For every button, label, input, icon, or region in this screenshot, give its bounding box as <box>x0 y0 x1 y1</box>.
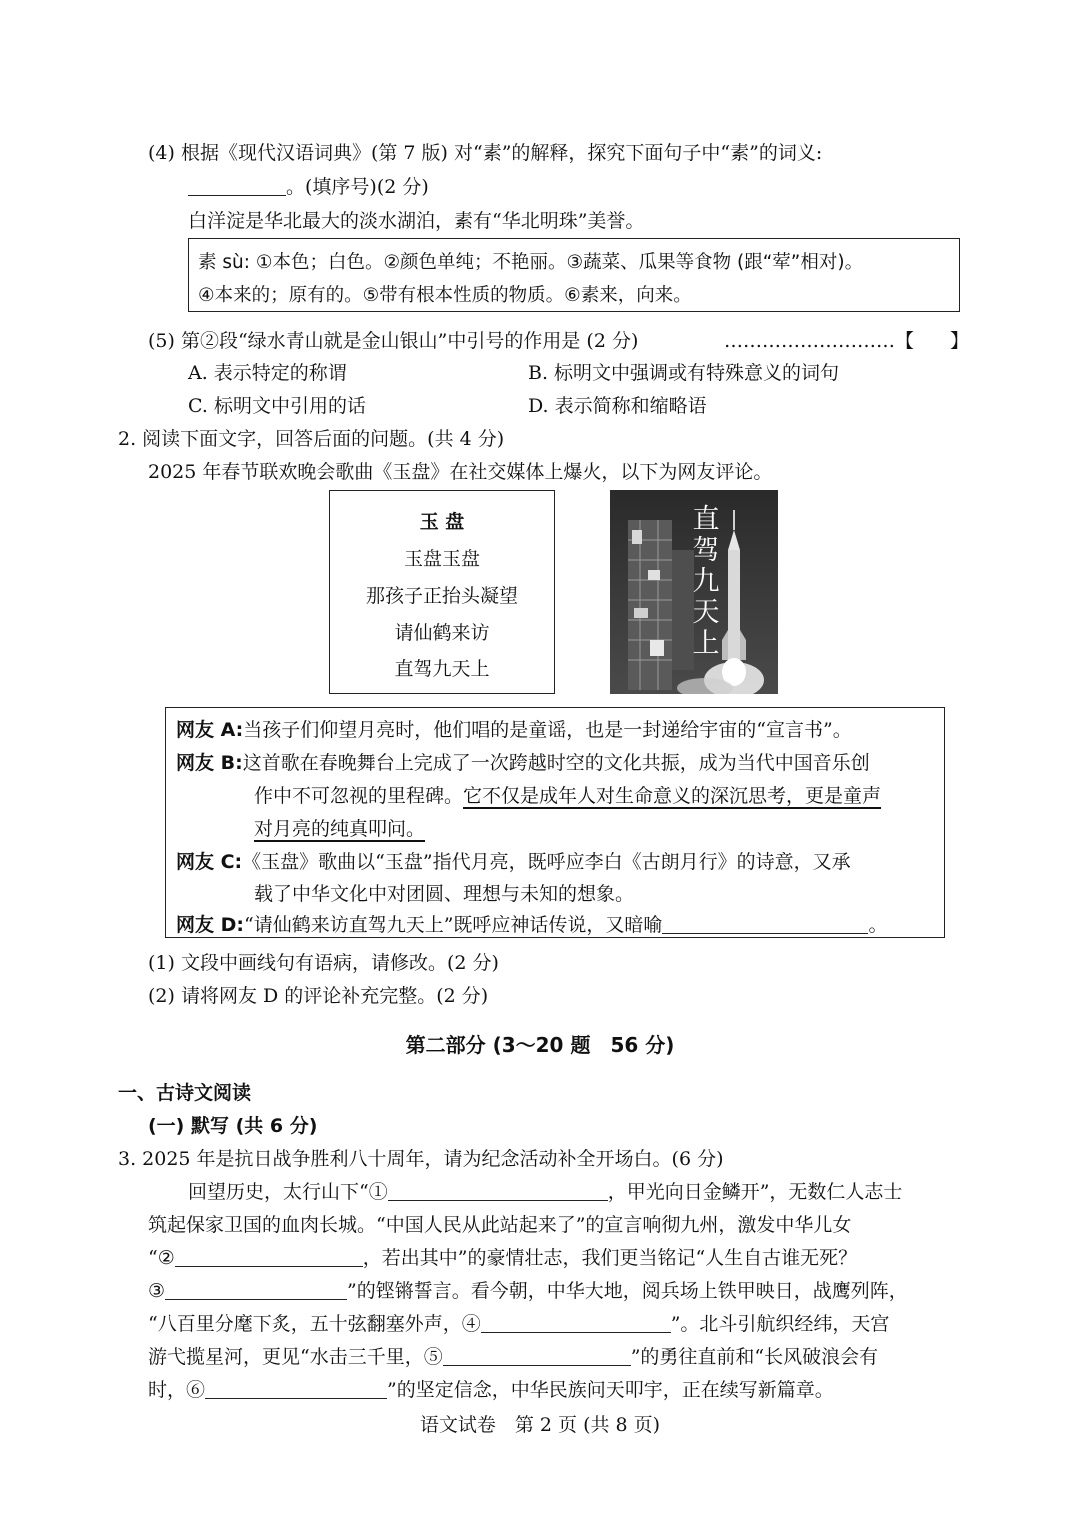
q3-text: 时，⑥ <box>148 1379 206 1401</box>
comment-b-label: 网友 B: <box>176 752 243 774</box>
q2-intro: 2025 年春节联欢晚会歌曲《玉盘》在社交媒体上爆火，以下为网友评论。 <box>148 461 773 483</box>
q3-text: ”的铿锵誓言。看今朝，中华大地，阅兵场上铁甲映日，战鹰列阵， <box>347 1280 908 1302</box>
comment-d-end: 。 <box>868 914 888 936</box>
comment-a-text: 当孩子们仰望月亮时，他们唱的是童谣，也是一封递给宇宙的“宣言书”。 <box>243 719 852 741</box>
part2-title: 第二部分 (3～20 题 56 分) <box>405 1033 675 1057</box>
page-footer: 语文试卷 第 2 页 (共 8 页) <box>419 1414 661 1436</box>
dictionary-line-1: 素 sù: ①本色；白色。②颜色单纯；不艳丽。③蔬菜、瓜果等食物 (跟“荤”相对)。 <box>198 252 864 273</box>
q3-line-5 <box>148 1309 889 1336</box>
comment-d-label: 网友 D: <box>176 914 244 936</box>
q3-line-4 <box>148 1276 908 1303</box>
q3-text: ，甲光向日金鳞开”，无数仁人志士 <box>607 1181 903 1203</box>
comment-b-text-2a: 作中不可忽视的里程碑。 <box>254 785 464 807</box>
q3-text: 回望历史，太行山下“① <box>188 1181 388 1203</box>
q2-header: 2. 阅读下面文字，回答后面的问题。(共 4 分) <box>118 428 505 450</box>
q3-line-2: 筑起保家卫国的血肉长城。“中国人民从此站起来了”的宣言响彻九州，激发中华儿女 <box>148 1214 852 1236</box>
q2-sub-1: (1) 文段中画线句有语病，请修改。(2 分) <box>148 952 499 974</box>
subsection-heading: (一) 默写 (共 6 分) <box>148 1115 318 1137</box>
answer-blank-5[interactable] <box>443 1346 631 1366</box>
poem-line-4: 直驾九天上 <box>394 658 490 680</box>
comment-b <box>176 748 870 775</box>
comment-b-text-1: 这首歌在春晚舞台上完成了一次跨越时空的文化共振，成为当代中国音乐创 <box>242 752 870 774</box>
comment-a-label: 网友 A: <box>176 719 244 741</box>
q3-text: 游弋揽星河，更见“水击三千里，⑤ <box>148 1346 443 1368</box>
answer-blank-1[interactable] <box>388 1181 608 1201</box>
comment-c-line-2: 载了中华文化中对团圆、理想与未知的想象。 <box>254 883 635 905</box>
comment-d-text: “请仙鹤来访直驾九天上”既呼应神话传说，又暗喻 <box>244 914 663 936</box>
poem-line-1: 玉盘玉盘 <box>403 548 480 570</box>
comment-b-line-2 <box>254 781 881 808</box>
section-heading: 一、古诗文阅读 <box>118 1082 252 1104</box>
image-char: 上 <box>692 628 720 659</box>
q3-line-7 <box>148 1375 834 1402</box>
q3-text: “② <box>148 1247 175 1269</box>
poem-box <box>329 490 555 694</box>
image-char: 直 <box>692 504 720 535</box>
q3-header: 3. 2025 年是抗日战争胜利八十周年，请为纪念活动补全开场白。(6 分) <box>118 1148 724 1170</box>
comment-c-label: 网友 C: <box>176 851 243 873</box>
comments-box <box>165 707 945 938</box>
answer-blank-2[interactable] <box>175 1247 363 1267</box>
image-char: 天 <box>692 597 720 628</box>
rocket-launch-image <box>610 490 778 694</box>
q3-line-3 <box>148 1243 857 1270</box>
poem-title: 玉 盘 <box>419 511 465 533</box>
comment-d <box>176 910 887 937</box>
dictionary-box <box>188 238 960 312</box>
q3-line-6 <box>148 1342 878 1369</box>
q3-line-1 <box>188 1177 902 1204</box>
answer-blank-4[interactable] <box>481 1313 671 1333</box>
underlined-sentence-end: 对月亮的纯真叩问。 <box>254 818 426 840</box>
option-c[interactable]: C. 标明文中引用的话 <box>188 395 366 417</box>
q3-text: ，若出其中”的豪情壮志，我们更当铭记“人生自古谁无死？ <box>362 1247 858 1269</box>
q3-text: ”。北斗引航织经纬，天宫 <box>670 1313 890 1335</box>
q1-5-bracket-close: 】 <box>950 330 970 352</box>
option-d[interactable]: D. 表示简称和缩略语 <box>528 395 707 417</box>
image-char: 驾 <box>692 535 720 566</box>
comment-c-text-1: 《玉盘》歌曲以“玉盘”指代月亮，既呼应李白《古朗月行》的诗意，又承 <box>242 851 851 873</box>
image-vertical-text <box>688 504 724 659</box>
comment-c <box>176 847 851 874</box>
answer-blank-comment-d[interactable] <box>662 914 868 934</box>
q1-5-question: (5) 第②段“绿水青山就是金山银山”中引号的作用是 (2 分) <box>148 330 639 352</box>
answer-blank-3[interactable] <box>165 1280 347 1300</box>
comment-a <box>176 715 852 742</box>
comment-b-line-3 <box>254 814 425 841</box>
underlined-sentence: 它不仅是成年人对生命意义的深沉思考，更是童声 <box>463 785 882 807</box>
q3-text: “八百里分麾下炙，五十弦翻塞外声，④ <box>148 1313 481 1335</box>
q1-4-sentence: 白洋淀是华北最大的淡水湖泊，素有“华北明珠”美誉。 <box>188 210 645 232</box>
option-b[interactable]: B. 标明文中强调或有特殊意义的词句 <box>528 362 840 384</box>
q3-text: ③ <box>148 1280 166 1302</box>
poem-line-3: 请仙鹤来访 <box>394 622 490 644</box>
poem-line-2: 那孩子正抬头凝望 <box>365 585 518 607</box>
dictionary-line-2: ④本来的；原有的。⑤带有根本性质的物质。⑥素来，向来。 <box>198 285 692 306</box>
answer-blank-6[interactable] <box>205 1379 387 1399</box>
q1-4-answer-line <box>188 172 429 199</box>
q1-4-instruction: 。(填序号)(2 分) <box>286 176 429 198</box>
q1-5-leader: ………………………【 <box>724 330 915 352</box>
option-a[interactable]: A. 表示特定的称谓 <box>188 362 347 384</box>
answer-blank-q1-4[interactable] <box>188 176 286 196</box>
q2-sub-2: (2) 请将网友 D 的评论补充完整。(2 分) <box>148 985 489 1007</box>
q3-text: ”的勇往直前和“长风破浪会有 <box>630 1346 879 1368</box>
q1-4-question: (4) 根据《现代汉语词典》(第 7 版) 对“素”的解释，探究下面句子中“素”的词义: <box>148 142 823 164</box>
image-char: 九 <box>692 566 720 597</box>
q3-text: ”的坚定信念，中华民族问天叩宇，正在续写新篇章。 <box>387 1379 834 1401</box>
